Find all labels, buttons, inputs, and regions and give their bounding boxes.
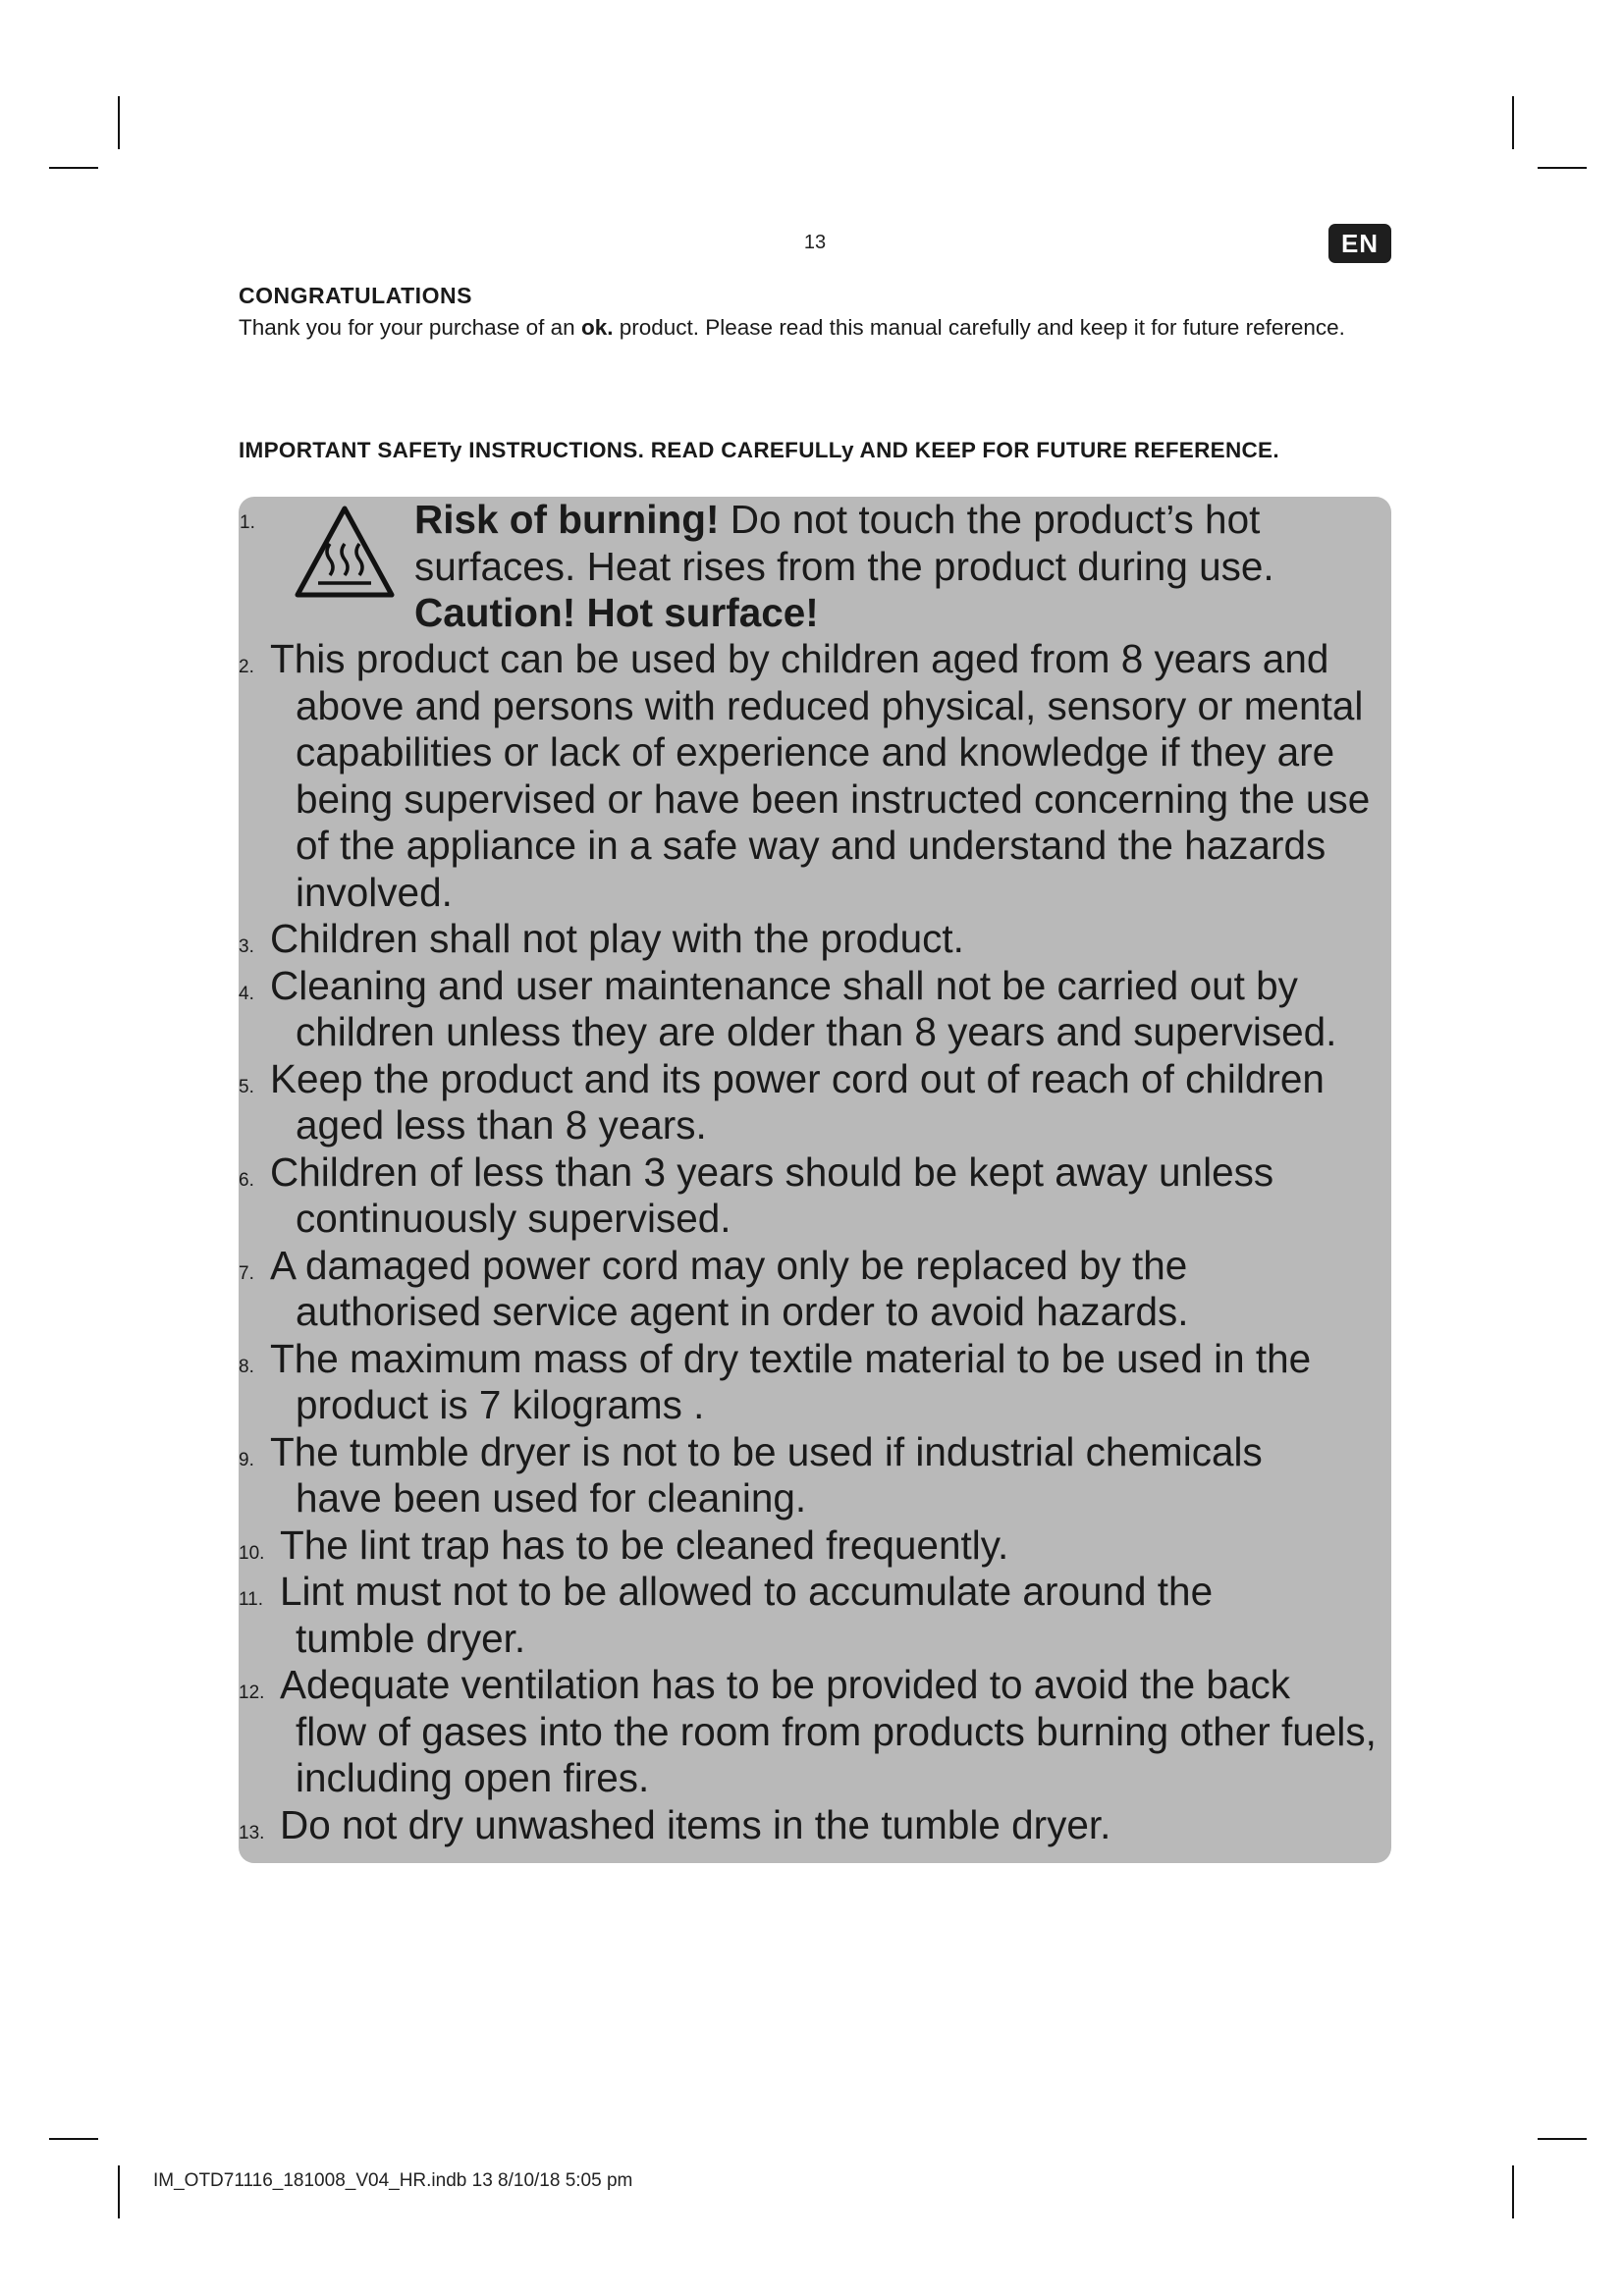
item-number: 9. bbox=[239, 1449, 254, 1470]
risk-of-burning-lead: Risk of burning! bbox=[414, 497, 720, 542]
safety-item-12 bbox=[239, 1662, 1387, 1802]
intro-paragraph bbox=[239, 312, 1387, 344]
intro-text: Thank you for your purchase of an bbox=[239, 315, 581, 340]
item-number: 12. bbox=[239, 1682, 265, 1703]
safety-heading: IMPORTANT SAFETy INSTRUCTIONS. READ CAREFULLy AND KEEP FOR FUTURE REFERENCE. bbox=[239, 438, 1279, 462]
caution-text: Caution! Hot surface! bbox=[414, 590, 819, 635]
item-text-first-line: A damaged power cord may only be replaced by the bbox=[270, 1242, 1188, 1288]
item-number: 6. bbox=[239, 1169, 254, 1191]
crop-mark bbox=[1512, 96, 1514, 149]
item-text-first-line: The lint trap has to be cleaned frequently. bbox=[280, 1522, 1009, 1568]
crop-mark bbox=[49, 167, 98, 169]
item-text-first-line: Cleaning and user maintenance shall not be carried out by bbox=[270, 962, 1298, 1008]
language-badge: EN bbox=[1328, 224, 1391, 263]
safety-item-10 bbox=[239, 1522, 1387, 1570]
item-text: tumble dryer. bbox=[296, 1615, 526, 1661]
safety-item-1 bbox=[414, 497, 1386, 637]
safety-item-8 bbox=[239, 1336, 1387, 1429]
item-text-first-line: Adequate ventilation has to be provided to avoid the back bbox=[280, 1662, 1290, 1707]
item-text-first-line: Do not dry unwashed items in the tumble dryer. bbox=[280, 1801, 1111, 1847]
crop-mark bbox=[1538, 167, 1587, 169]
item-text: flow of gases into the room from products burning other fuels, including open fires. bbox=[296, 1708, 1377, 1800]
item-number: 13. bbox=[239, 1822, 265, 1843]
intro-text: product. Please read this manual carefully and keep it for future reference. bbox=[613, 315, 1345, 340]
brand-name: ok. bbox=[580, 315, 614, 340]
item-text-first-line: Keep the product and its power cord out of reach of children bbox=[270, 1055, 1325, 1101]
item-number: 7. bbox=[239, 1262, 254, 1284]
crop-mark bbox=[1538, 2138, 1587, 2140]
item-text: continuously supervised. bbox=[296, 1196, 731, 1241]
item-number: 2. bbox=[239, 657, 254, 677]
safety-item-7 bbox=[239, 1243, 1387, 1336]
item-text: children unless they are older than 8 years and supervised. bbox=[296, 1009, 1337, 1054]
safety-item-13 bbox=[239, 1802, 1387, 1849]
item-text: have been used for cleaning. bbox=[296, 1475, 807, 1521]
item-text: aged less than 8 years. bbox=[296, 1102, 707, 1148]
item-text-first-line: This product can be used by children aged from 8 years and bbox=[270, 636, 1329, 681]
item-text-first-line: The maximum mass of dry textile material to be used in the bbox=[270, 1335, 1312, 1381]
page-number: 13 bbox=[803, 232, 827, 253]
safety-item-5 bbox=[239, 1056, 1387, 1149]
item-number: 3. bbox=[239, 936, 254, 957]
item-text: above and persons with reduced physical, sensory or mental capabilities or lack of experience and knowledge if they are being supervised or have been instructed concerning the use of the appliance in a safe way and understand the hazards involved. bbox=[296, 682, 1371, 915]
item-number: 10. bbox=[239, 1542, 265, 1564]
item-number: 8. bbox=[239, 1356, 254, 1377]
item-number: 5. bbox=[239, 1076, 254, 1097]
safety-item-11 bbox=[239, 1569, 1387, 1662]
crop-mark bbox=[1512, 2165, 1514, 2218]
item-text-first-line: Lint must not to be allowed to accumulate around the bbox=[280, 1569, 1214, 1614]
item-number: 4. bbox=[239, 983, 254, 1004]
safety-list bbox=[239, 636, 1387, 1848]
safety-item-3 bbox=[239, 916, 1387, 963]
safety-item-2 bbox=[239, 636, 1387, 916]
print-slug: IM_OTD71116_181008_V04_HR.indb 13 8/10/18 5:05 pm bbox=[153, 2170, 633, 2191]
item-text-first-line: Children of less than 3 years should be kept away unless bbox=[270, 1148, 1274, 1195]
crop-mark bbox=[118, 96, 120, 149]
hot-surface-warning-icon bbox=[293, 503, 397, 601]
congratulations-heading: CONGRATULATIONS bbox=[239, 283, 472, 308]
item-text-first-line: Children shall not play with the product. bbox=[270, 916, 964, 961]
crop-mark bbox=[49, 2138, 98, 2140]
item-number: 11. bbox=[239, 1589, 264, 1610]
crop-mark bbox=[118, 2165, 120, 2218]
item-text: authorised service agent in order to avoid hazards. bbox=[296, 1289, 1189, 1334]
item-number: 1. bbox=[240, 512, 255, 533]
item-text: Do not touch the product’s hot surfaces. Heat rises from the product during use. bbox=[414, 497, 1274, 589]
item-text-first-line: The tumble dryer is not to be used if industrial chemicals bbox=[270, 1428, 1263, 1474]
item-text: product is 7 kilograms . bbox=[296, 1382, 705, 1427]
safety-item-4 bbox=[239, 963, 1387, 1056]
safety-item-6 bbox=[239, 1149, 1387, 1243]
safety-item-9 bbox=[239, 1429, 1387, 1522]
